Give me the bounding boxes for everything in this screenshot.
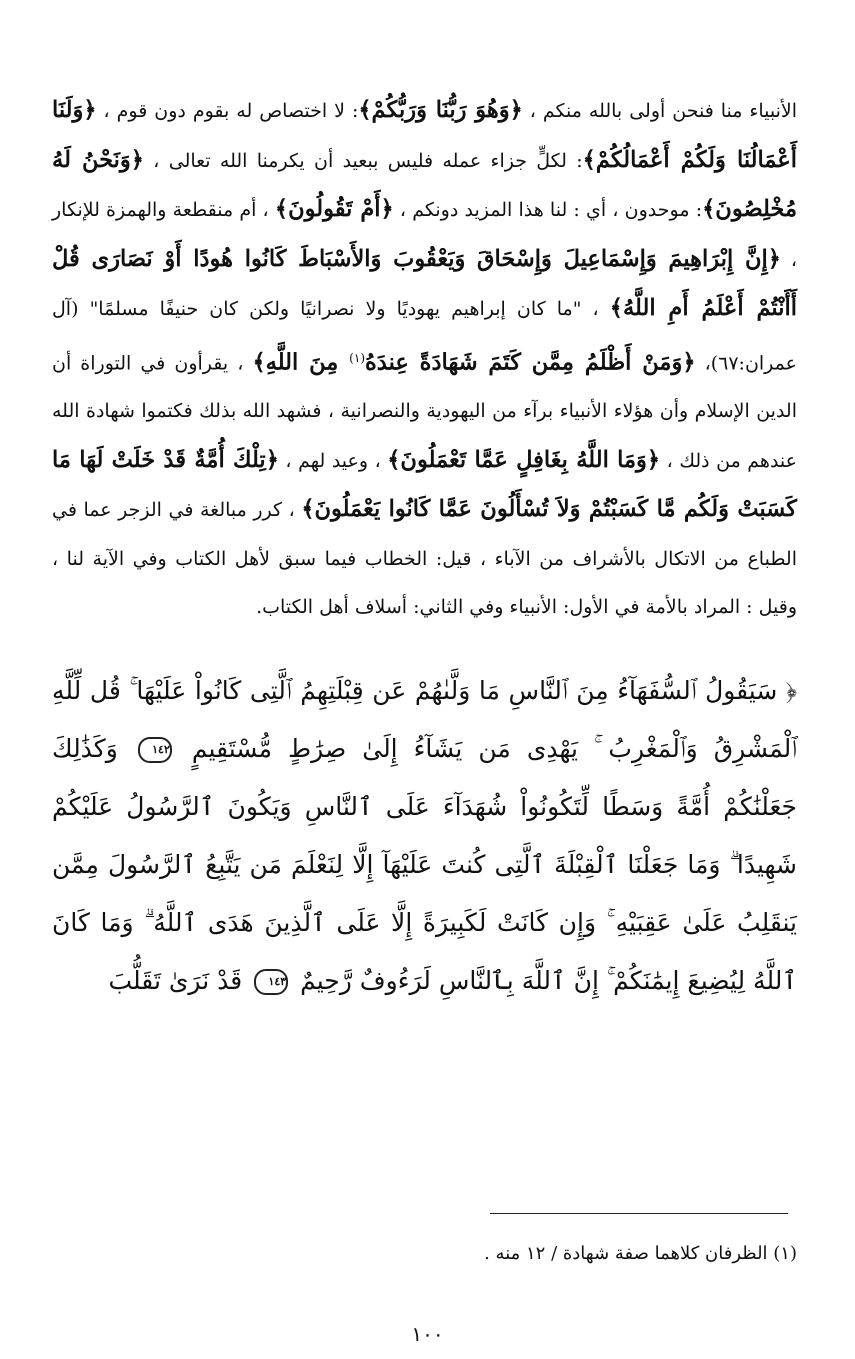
- quran-quote: ﴿وَهُوَ رَبُّنَا وَرَبُّكُمْ﴾: [358, 97, 523, 123]
- verse-text: قَدْ نَرَىٰ تَقَلُّبَ: [108, 965, 243, 995]
- ayah-number-marker: ١٤٢: [138, 737, 172, 763]
- page-body: [52, 86, 797, 1010]
- footnote-reference[interactable]: (١): [349, 350, 365, 365]
- quran-quote: ﴿أَمْ تَقُولُونَ﴾: [274, 196, 394, 222]
- verse-text: وَكَذَٰلِكَ جَعَلْنَٰكُمْ أُمَّةً وَسَطًا لِّتَكُونُواْ شُهَدَآءَ عَلَى ٱلنَّاسِ وَيَكُونَ ٱلرَّسُولُ عَلَيْكُمْ شَهِيدًا ۗ وَمَا جَعَلْنَا ٱلْقِبْلَةَ ٱلَّتِى كُنتَ عَلَيْهَآ إِلَّا لِنَعْلَمَ مَن يَتَّبِعُ ٱلرَّسُولَ مِمَّن يَنقَلِبُ عَلَىٰ عَقِبَيْهِ ۚ وَإِن كَانَتْ لَكَبِيرَةً إِلَّا عَلَى ٱلَّذِينَ هَدَى ٱللَّهُ ۗ وَمَا كَانَ ٱللَّهُ لِيُضِيعَ إِيمَٰنَكُمْ ۚ إِنَّ ٱللَّهَ بِٱلنَّاسِ لَرَءُوفٌ رَّحِيمٌ: [52, 733, 797, 995]
- commentary-paragraph: [52, 86, 797, 632]
- quran-quote: ﴿إِنَّ إِبْرَاهِيمَ وَإِسْمَاعِيلَ وَإِسْحَاقَ وَيَعْقُوبَ وَالأَسْبَاطَ كَانُوا هُودًا أَوْ نَصَارَى قُلْ أَأَنْتُمْ أَعْلَمُ أَمِ اللَّهُ﴾: [52, 245, 797, 321]
- commentary-text: ، "ما كان إبراهيم يهوديًا ولا نصرانيًا ولكن كان حنيفًا مسلمًا" (آل عمران:٦٧)،: [52, 298, 797, 374]
- tafsir-commentary: [52, 86, 797, 632]
- commentary-text: الأنبياء منا فنحن أولى بالله منكم ،: [522, 100, 798, 122]
- commentary-text: ، كرر مبالغة في الزجر عما في الطباع من الاتكال بالأشراف من الآباء ، قيل: الخطاب فيما سبق لأهل الكتاب وفي الآية لنا ، وقيل : المراد بالأمة في الأول: الأنبياء وفي الثاني: أسلاف أهل الكتاب.: [52, 499, 797, 619]
- quran-quote: ﴿وَنَحْنُ لَهُ مُخْلِصُونَ﴾: [52, 146, 797, 222]
- quran-quote: ﴿وَلَنَا أَعْمَالُنَا وَلَكُمْ أَعْمَالُكُمْ﴾: [52, 97, 797, 173]
- footnote: (١) الظرفان كلاهما صفة شهادة / ١٢ منه .: [484, 1243, 797, 1264]
- footnote-divider: [490, 1213, 788, 1214]
- ayah-number-marker: ١٤٣: [254, 969, 288, 995]
- verses-paragraph: [52, 662, 797, 1010]
- commentary-text: ، أم منقطعة والهمزة للإنكار ،: [52, 199, 797, 271]
- commentary-text: ، وعيد لهم ،: [278, 449, 388, 472]
- commentary-text: : لا اختصاص له بقوم دون قوم ،: [96, 100, 359, 122]
- commentary-text: : موحدون ، أي : لنا هذا المزيد دونكم ،: [393, 199, 703, 221]
- page-number: ١٠٠: [411, 1322, 444, 1346]
- quran-quote: ﴿وَمَنْ أَظْلَمُ مِمَّن كَتَمَ شَهَادَةً عِندَهُ: [365, 348, 696, 375]
- commentary-text: : لكلٍّ جزاء عمله فليس ببعيد أن يكرمنا الله تعالى ،: [143, 149, 583, 172]
- quran-quote: مِنَ اللَّهِ﴾: [252, 348, 350, 375]
- quran-quote: ﴿تِلْكَ أُمَّةٌ قَدْ خَلَتْ لَهَا مَا كَسَبَتْ وَلَكُم مَّا كَسَبْتُمْ وَلاَ تُسْأَلُونَ عَمَّا كَانُوا يَعْمَلُونَ﴾: [52, 446, 798, 523]
- quran-quote: ﴿وَمَا اللَّهُ بِغَافِلٍ عَمَّا تَعْمَلُونَ﴾: [387, 446, 661, 473]
- commentary-text: ، يقرأون في التوراة أن الدين الإسلام وأن هؤلاء الأنبياء برآء من اليهودية والنصرانية ، فشهد الله بذلك فكتموا شهادة الله عندهم من ذلك ،: [52, 351, 797, 472]
- quran-verses-block: [52, 662, 797, 1010]
- verse-text: ﴿ سَيَقُولُ ٱلسُّفَهَآءُ مِنَ ٱلنَّاسِ مَا وَلَّىٰهُمْ عَن قِبْلَتِهِمُ ٱلَّتِى كَانُواْ عَلَيْهَا ۚ قُل لِّلَّهِ ٱلْمَشْرِقُ وَٱلْمَغْرِبُ ۚ يَهْدِى مَن يَشَآءُ إِلَىٰ صِرَٰطٍ مُّسْتَقِيمٍ: [52, 675, 798, 763]
